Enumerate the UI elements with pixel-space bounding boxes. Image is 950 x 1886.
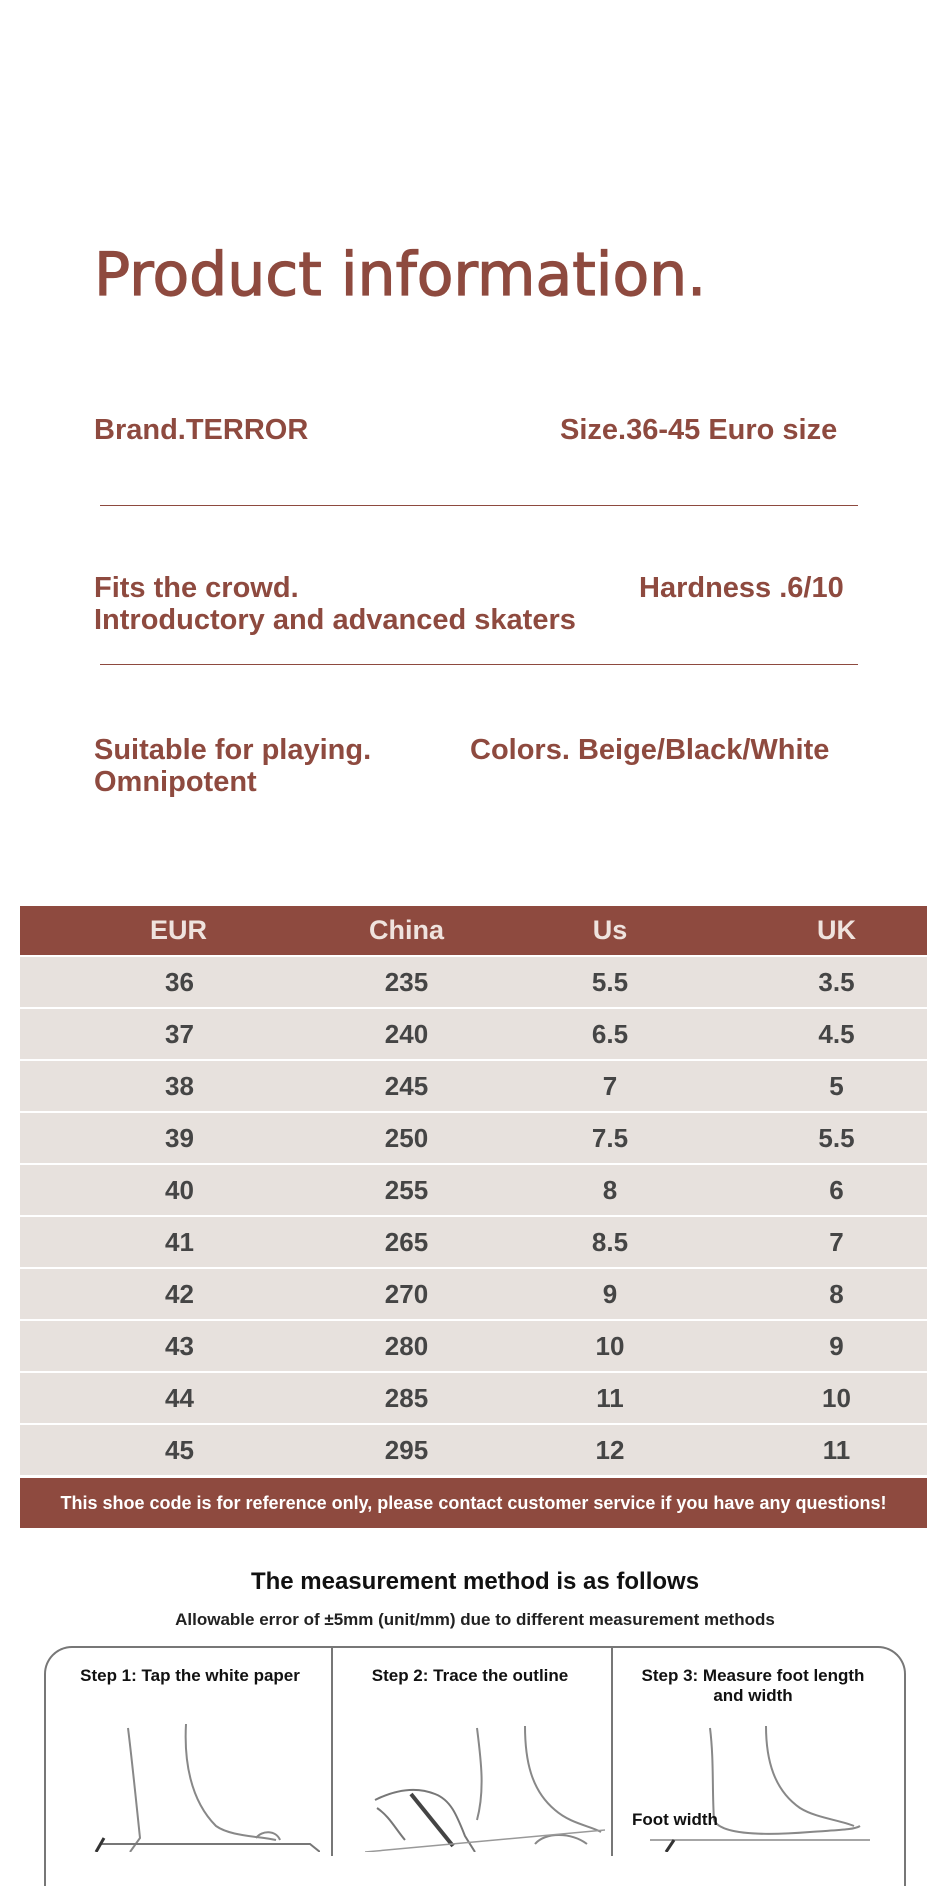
fits-label: Fits the crowd. bbox=[94, 572, 299, 604]
divider bbox=[100, 664, 858, 665]
suitable-value: Omnipotent bbox=[94, 766, 257, 798]
eur-size-cell: 38 bbox=[20, 1060, 339, 1112]
fits-value: Introductory and advanced skaters bbox=[94, 604, 576, 636]
column-header-china: China bbox=[339, 906, 474, 956]
eur-size-cell: 45 bbox=[20, 1424, 339, 1475]
column-header-uk: UK bbox=[746, 906, 927, 956]
measurement-subtitle: Allowable error of ±5mm (unit/mm) due to different measurement methods bbox=[175, 1610, 775, 1629]
us-size-cell: 7 bbox=[474, 1060, 746, 1112]
china-size-cell: 255 bbox=[339, 1164, 474, 1216]
table-row bbox=[20, 1060, 927, 1112]
measurement-title: The measurement method is as follows bbox=[250, 1568, 700, 1595]
column-header-us: Us bbox=[474, 906, 746, 956]
foot-on-paper-icon bbox=[80, 1720, 320, 1852]
uk-size-cell: 7 bbox=[746, 1216, 927, 1268]
step-2-label: Step 2: Trace the outline bbox=[371, 1666, 569, 1685]
step-divider bbox=[331, 1646, 333, 1856]
uk-size-cell: 5.5 bbox=[746, 1112, 927, 1164]
divider bbox=[100, 505, 858, 506]
eur-size-cell: 43 bbox=[20, 1320, 339, 1372]
table-row bbox=[20, 1424, 927, 1475]
uk-size-cell: 10 bbox=[746, 1372, 927, 1424]
table-row bbox=[20, 1008, 927, 1060]
eur-size-cell: 44 bbox=[20, 1372, 339, 1424]
china-size-cell: 235 bbox=[339, 956, 474, 1008]
us-size-cell: 7.5 bbox=[474, 1112, 746, 1164]
table-row bbox=[20, 1268, 927, 1320]
us-size-cell: 8.5 bbox=[474, 1216, 746, 1268]
reference-note: This shoe code is for reference only, please contact customer service if you have any questions! bbox=[20, 1478, 927, 1528]
uk-size-cell: 8 bbox=[746, 1268, 927, 1320]
size-info: Size.36-45 Euro size bbox=[560, 414, 838, 446]
eur-size-cell: 36 bbox=[20, 956, 339, 1008]
us-size-cell: 10 bbox=[474, 1320, 746, 1372]
uk-size-cell: 11 bbox=[746, 1424, 927, 1475]
uk-size-cell: 6 bbox=[746, 1164, 927, 1216]
table-row bbox=[20, 1112, 927, 1164]
suitable-label: Suitable for playing. bbox=[94, 734, 372, 766]
eur-size-cell: 41 bbox=[20, 1216, 339, 1268]
us-size-cell: 12 bbox=[474, 1424, 746, 1475]
china-size-cell: 245 bbox=[339, 1060, 474, 1112]
table-row bbox=[20, 1372, 927, 1424]
china-size-cell: 270 bbox=[339, 1268, 474, 1320]
table-header-row bbox=[20, 906, 927, 956]
uk-size-cell: 5 bbox=[746, 1060, 927, 1112]
us-size-cell: 8 bbox=[474, 1164, 746, 1216]
step-1-label: Step 1: Tap the white paper bbox=[80, 1666, 300, 1685]
table-row bbox=[20, 1164, 927, 1216]
us-size-cell: 9 bbox=[474, 1268, 746, 1320]
step-divider bbox=[611, 1646, 613, 1856]
hand-tracing-foot-icon bbox=[365, 1720, 605, 1852]
uk-size-cell: 4.5 bbox=[746, 1008, 927, 1060]
hardness-info: Hardness .6/10 bbox=[639, 572, 844, 604]
size-chart-table bbox=[20, 906, 927, 1475]
eur-size-cell: 37 bbox=[20, 1008, 339, 1060]
china-size-cell: 240 bbox=[339, 1008, 474, 1060]
china-size-cell: 265 bbox=[339, 1216, 474, 1268]
column-header-eur: EUR bbox=[20, 906, 339, 956]
eur-size-cell: 39 bbox=[20, 1112, 339, 1164]
page-title: Product information. bbox=[94, 240, 707, 310]
eur-size-cell: 42 bbox=[20, 1268, 339, 1320]
eur-size-cell: 40 bbox=[20, 1164, 339, 1216]
foot-measure-icon bbox=[640, 1720, 880, 1852]
table-row bbox=[20, 1320, 927, 1372]
china-size-cell: 295 bbox=[339, 1424, 474, 1475]
brand-info: Brand.TERROR bbox=[94, 414, 309, 446]
foot-width-label: Foot width bbox=[632, 1810, 718, 1829]
uk-size-cell: 9 bbox=[746, 1320, 927, 1372]
uk-size-cell: 3.5 bbox=[746, 956, 927, 1008]
china-size-cell: 280 bbox=[339, 1320, 474, 1372]
china-size-cell: 285 bbox=[339, 1372, 474, 1424]
step-3-label: Step 3: Measure foot length and width bbox=[641, 1666, 865, 1705]
us-size-cell: 11 bbox=[474, 1372, 746, 1424]
us-size-cell: 5.5 bbox=[474, 956, 746, 1008]
table-row bbox=[20, 1216, 927, 1268]
us-size-cell: 6.5 bbox=[474, 1008, 746, 1060]
colors-info: Colors. Beige/Black/White bbox=[470, 734, 830, 766]
china-size-cell: 250 bbox=[339, 1112, 474, 1164]
table-row bbox=[20, 956, 927, 1008]
